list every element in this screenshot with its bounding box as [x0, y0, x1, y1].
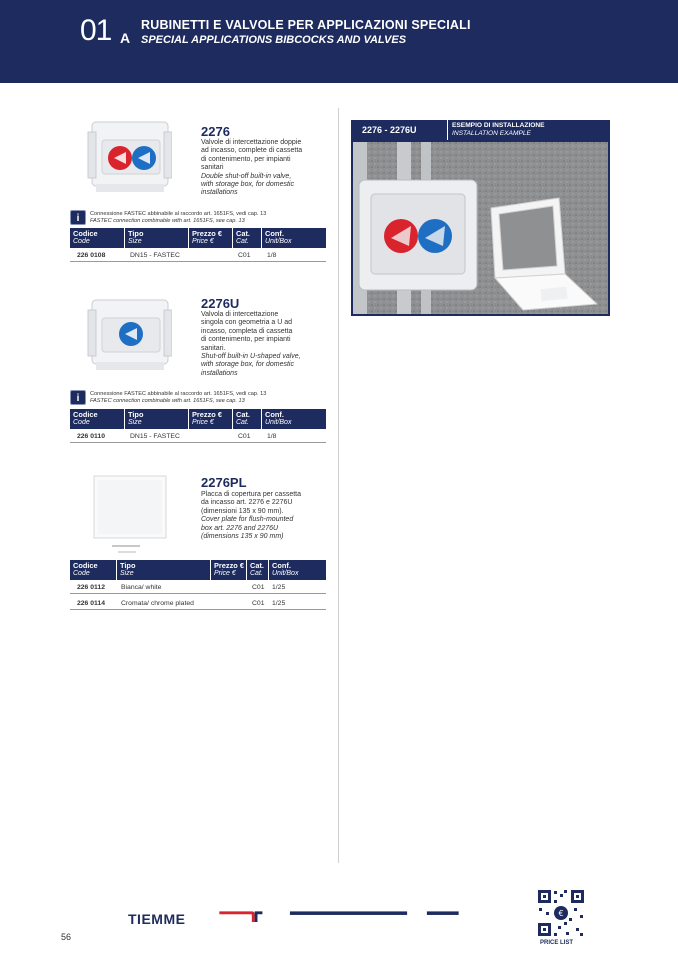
product-code-2276pl: 2276PL [201, 475, 247, 490]
table-row: 226 0114 Cromata/ chrome plated C01 1/25 [70, 598, 326, 610]
cover-plate-image [88, 472, 170, 558]
table-header-2276u: Codice Code Tipo Size Prezzo € Price € Cat. Cat. Conf. Unit/Box [70, 409, 326, 429]
installation-codes: 2276 - 2276U [362, 125, 417, 135]
price-list-label: PRICE LIST [540, 940, 574, 946]
page-number: 56 [61, 932, 72, 942]
table-row: 226 0110 DN15 - FASTEC C01 1/8 [70, 431, 326, 443]
product-description-2276pl: Placca di copertura per cassetta da incasso art. 2276 e 2276U (dimensioni 135 x 90 mm). Cover plate for flush-mounted box art. 2276 and 2276U (dimensions 135 x 90 mm) [201, 491, 301, 541]
brand-logo: TIEMME [128, 911, 186, 927]
section-title: RUBINETTI E VALVOLE PER APPLICAZIONI SPECIALI [141, 18, 471, 32]
installation-header-separator [447, 120, 448, 140]
product-description-2276u: Valvola di intercettazione singola con geometria a U ad incasso, completa di cassetta di contenimento, per impianti sanitari. Shut-off built-in U-shaped valve, with storage box, for domestic installations [201, 311, 301, 377]
section-subtitle: SPECIAL APPLICATIONS BIBCOCKS AND VALVES [141, 34, 407, 46]
valve-box-2276u-image [86, 296, 172, 374]
valve-box-2276-image [86, 118, 172, 196]
installation-photo [353, 142, 608, 314]
qr-code-icon[interactable] [536, 888, 586, 938]
product-code-2276u: 2276U [201, 296, 240, 311]
section-suffix: A [120, 30, 131, 46]
fastec-note-2276u: Connessione FASTEC abbinabile al raccordo art. 1651FS, vedi cap. 13 FASTEC connection combinable with art. 1651FS, see cap. 13 [90, 391, 267, 404]
table-header-2276: Codice Code Tipo Size Prezzo € Price € Cat. Cat. Conf. Unit/Box [70, 228, 326, 248]
table-header-2276pl: Codice Code Tipo Size Prezzo € Price € Cat. Cat. Conf. Unit/Box [70, 560, 326, 580]
column-divider [338, 108, 339, 863]
product-description-2276: Valvole di intercettazione doppie ad incasso, complete di cassetta di contenimento, per impianti sanitari Double shut-off built-in valve, with storage box, for domestic installations [201, 139, 303, 197]
table-row: 226 0108 DN15 - FASTEC C01 1/8 [70, 250, 326, 262]
fastec-note-2276: Connessione FASTEC abbinabile al raccordo art. 1651FS, vedi cap. 13 FASTEC connection combinable with art. 1651FS, see cap. 13 [90, 211, 267, 224]
info-icon: i [70, 390, 86, 405]
svg-text:€: € [558, 909, 564, 918]
installation-label: ESEMPIO DI INSTALLAZIONE INSTALLATION EXAMPLE [452, 122, 545, 137]
table-row: 226 0112 Bianca/ white C01 1/25 [70, 582, 326, 594]
product-code-2276: 2276 [201, 124, 230, 139]
section-number: 01 [80, 14, 112, 47]
info-icon: i [70, 210, 86, 225]
installation-photo-frame [351, 140, 610, 316]
